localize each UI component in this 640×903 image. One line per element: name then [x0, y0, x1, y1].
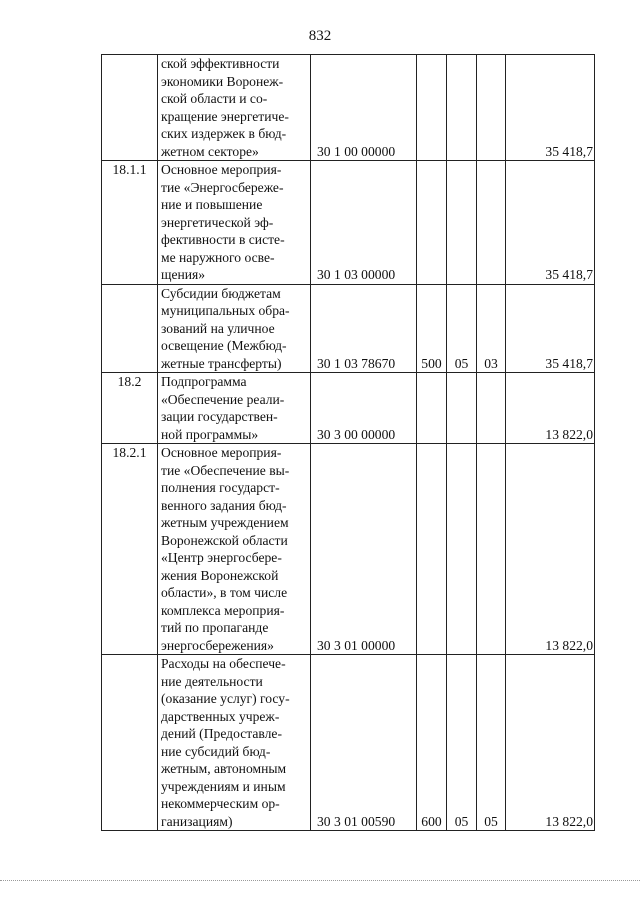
- row-name: [158, 373, 311, 444]
- subsection-code: [477, 55, 506, 161]
- table-row: [102, 55, 595, 161]
- expense-type-code: 500: [417, 284, 447, 373]
- row-name-line: комплекса мероприя-: [161, 602, 285, 618]
- subsection-code: [477, 373, 506, 444]
- section-code: 05: [447, 284, 477, 373]
- row-number: [102, 284, 158, 373]
- row-name-line: щения»: [161, 267, 206, 282]
- row-number: 18.1.1: [102, 161, 158, 285]
- row-name-line: ских издержек в бюд-: [161, 126, 287, 141]
- row-number: 18.2.1: [102, 444, 158, 655]
- row-name-line: кращение энергетиче-: [161, 108, 289, 124]
- row-name-line: фективности в систе-: [161, 232, 285, 247]
- table-row: [102, 161, 595, 285]
- budget-table: [101, 54, 595, 831]
- subsection-code: [477, 161, 506, 285]
- row-name-line: области», в том числе: [161, 585, 288, 600]
- table-row: [102, 655, 595, 831]
- target-article-code: 30 1 00 00000: [311, 55, 417, 161]
- row-name-line: Расходы на обеспече-: [161, 656, 286, 671]
- row-name-line: тие «Обеспечение вы-: [161, 462, 290, 478]
- row-name-line: энергетической эф-: [161, 214, 274, 230]
- row-name-line: некоммерческим ор-: [161, 796, 280, 811]
- row-name-line: ской эффективности: [161, 56, 280, 71]
- row-name-line: зации государствен-: [161, 409, 278, 424]
- expense-type-code: [417, 373, 447, 444]
- target-article-code: 30 1 03 00000: [311, 161, 417, 285]
- row-number: [102, 55, 158, 161]
- row-name-line: жетным учреждением: [161, 515, 289, 530]
- row-name-line: ме наружного осве-: [161, 249, 275, 265]
- subsection-code: 03: [477, 284, 506, 373]
- amount: 35 418,7: [506, 284, 595, 373]
- row-name-line: ской области и со-: [161, 91, 268, 106]
- row-name-line: ние субсидий бюд-: [161, 743, 271, 759]
- expense-type-code: [417, 444, 447, 655]
- row-name-line: «Центр энергосбере-: [161, 550, 282, 565]
- row-name-line: экономики Воронеж-: [161, 73, 284, 89]
- row-name-line: освещение (Межбюд-: [161, 338, 287, 353]
- target-article-code: 30 3 01 00590: [311, 655, 417, 831]
- row-number: 18.2: [102, 373, 158, 444]
- table-row: [102, 444, 595, 655]
- row-name-line: тие «Энергосбереже-: [161, 179, 284, 195]
- expense-type-code: [417, 161, 447, 285]
- row-name: [158, 444, 311, 655]
- expense-type-code: 600: [417, 655, 447, 831]
- target-article-code: 30 3 01 00000: [311, 444, 417, 655]
- target-article-code: 30 3 00 00000: [311, 373, 417, 444]
- row-number: [102, 655, 158, 831]
- target-article-code: 30 1 03 78670: [311, 284, 417, 373]
- row-name-line: ной программы»: [161, 426, 259, 442]
- section-code: [447, 444, 477, 655]
- row-name-line: муниципальных обра-: [161, 303, 290, 318]
- row-name-line: Подпрограмма: [161, 374, 247, 389]
- row-name-line: Субсидии бюджетам: [161, 285, 281, 301]
- row-name-line: ние деятельности: [161, 673, 263, 689]
- row-name: [158, 161, 311, 285]
- row-name-line: ние и повышение: [161, 197, 263, 212]
- row-name-line: тий по пропаганде: [161, 620, 269, 635]
- row-name: [158, 284, 311, 373]
- row-name-line: Основное мероприя-: [161, 445, 282, 460]
- row-name-line: учреждениям и иным: [161, 778, 286, 794]
- row-name-line: венного задания бюд-: [161, 497, 287, 513]
- row-name-line: жетном секторе»: [161, 143, 259, 159]
- row-name-line: дений (Предоставле-: [161, 726, 282, 741]
- section-code: [447, 373, 477, 444]
- subsection-code: [477, 444, 506, 655]
- page-number: 832: [308, 28, 332, 44]
- row-name-line: Воронежской области: [161, 532, 288, 548]
- scan-edge-line: [0, 880, 640, 881]
- section-code: 05: [447, 655, 477, 831]
- row-name-line: (оказание услуг) госу-: [161, 691, 290, 706]
- amount: 13 822,0: [506, 655, 595, 831]
- row-name-line: дарственных учреж-: [161, 708, 280, 724]
- row-name-line: энергосбережения»: [161, 637, 274, 653]
- section-code: [447, 161, 477, 285]
- row-name-line: жетным, автономным: [161, 761, 287, 776]
- section-code: [447, 55, 477, 161]
- row-name-line: полнения государст-: [161, 480, 280, 495]
- row-name-line: жетные трансферты): [161, 355, 282, 371]
- expense-type-code: [417, 55, 447, 161]
- subsection-code: 05: [477, 655, 506, 831]
- row-name: [158, 55, 311, 161]
- table-row: [102, 284, 595, 373]
- row-name: [158, 655, 311, 831]
- row-name-line: Основное мероприя-: [161, 162, 282, 177]
- row-name-line: зований на уличное: [161, 320, 275, 336]
- row-name-line: ганизациям): [161, 813, 233, 829]
- amount: 13 822,0: [506, 444, 595, 655]
- amount: 13 822,0: [506, 373, 595, 444]
- table-row: [102, 373, 595, 444]
- row-name-line: «Обеспечение реали-: [161, 391, 285, 407]
- amount: 35 418,7: [506, 55, 595, 161]
- row-name-line: жения Воронежской: [161, 567, 279, 583]
- amount: 35 418,7: [506, 161, 595, 285]
